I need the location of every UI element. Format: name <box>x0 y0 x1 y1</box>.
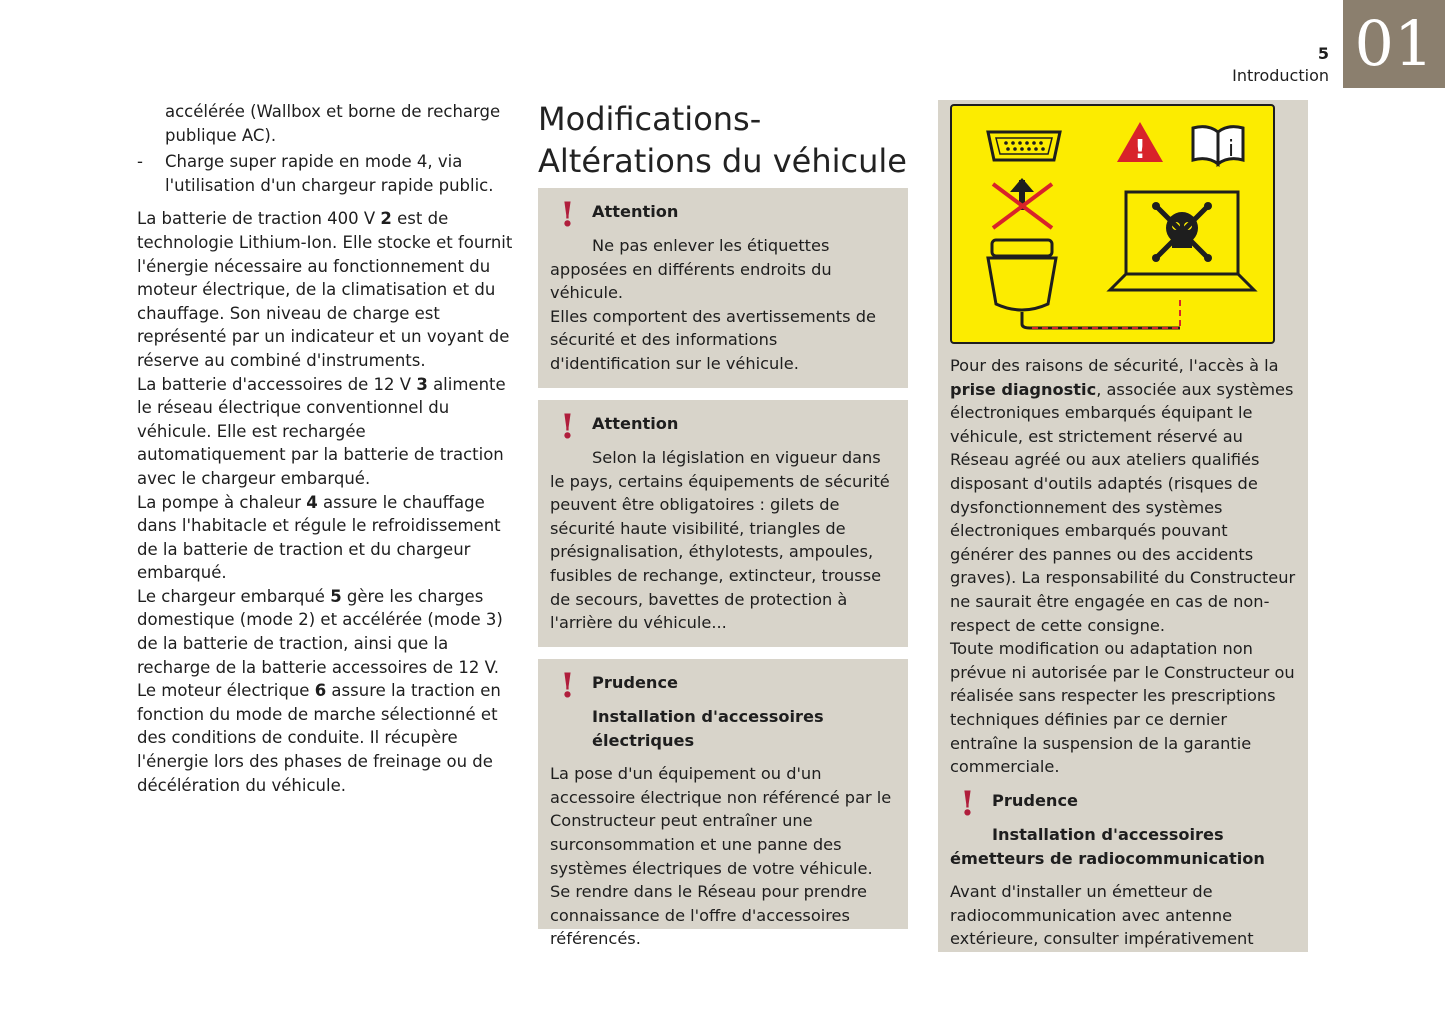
warning-text: Selon la législation en vigueur dans le pays, certains équipements de sécurité peuvent être obligatoires : gilets de sécurité haute visibilité, triangles de présignalisation, éthylotests, ampoules, fusibles de rechange, extincteur, trousse de secours, bavettes de protection à l'arrière du véhicule... <box>550 448 890 633</box>
caution-heading: Prudence <box>592 673 679 692</box>
caution-heading: Prudence <box>992 791 1079 810</box>
text: est de technologie Lithium-Ion. Elle stocke et fournit l'énergie nécessaire au fonctionnement du moteur électrique, de la climatisation et du chauffage. Son niveau de charge est représenté par un indicateur et un voyant de réserve au combiné d'instruments. <box>137 209 513 370</box>
paragraph-modification-warranty: Toute modification ou adaptation non prévue ni autorisée par le Constructeur ou réalisée sans respecter les prescriptions techniques définies par ce dernier entraîne la suspension de la garantie commerciale. <box>950 639 1295 777</box>
section-heading: Modifications-Altérations du véhicule <box>538 100 907 180</box>
warning-header <box>550 407 896 447</box>
paragraph-electric-motor <box>137 679 517 797</box>
text: La pompe à chaleur <box>137 492 307 512</box>
text: alimente le réseau électrique conventionnel du véhicule. Elle est rechargée automatiquement par la batterie de traction avec le chargeur embarqué. <box>137 374 506 488</box>
caution-subheading: Installation d'accessoires électriques <box>592 707 824 750</box>
callout-number: 4 <box>306 492 318 512</box>
list-item-text: Charge super rapide en mode 4, via l'utilisation d'un chargeur rapide public. <box>165 152 494 195</box>
warning-header <box>550 195 896 235</box>
column-left <box>137 100 517 797</box>
caution-header <box>550 666 896 706</box>
bold-term: prise diagnostic <box>950 379 1097 399</box>
paragraph-accessory-battery <box>137 373 517 491</box>
text: Pour des raisons de sécurité, l'accès à la <box>950 356 1279 375</box>
paragraph-traction-battery <box>137 207 517 372</box>
caution-text: La pose d'un équipement ou d'un accessoire électrique non référencé par le Constructeur peut entraîner une surconsommation et une panne des systèmes électriques de votre véhicule. <box>550 764 892 878</box>
warning-heading: Attention <box>592 202 679 221</box>
caution-subheading: Installation d'accessoires émetteurs de radiocommunication <box>950 825 1265 868</box>
page-number: 5 <box>1317 44 1329 63</box>
warning-text: Ne pas enlever les étiquettes apposées en différents endroits du véhicule. <box>550 236 832 303</box>
diagnostic-warning-label <box>950 104 1275 344</box>
warning-box-labels <box>538 188 908 388</box>
text: La batterie de traction 400 V <box>137 209 381 229</box>
caution-text: Se rendre dans le Réseau pour prendre connaissance de l'offre d'accessoires référencés. <box>550 882 867 949</box>
list-item <box>137 150 517 197</box>
text: assure le chauffage dans l'habitacle et régule le refroidissement de la batterie de traction et du chargeur embarqué. <box>137 492 501 583</box>
paragraph-heat-pump <box>137 491 517 585</box>
diagnostic-socket-notice <box>938 100 1308 344</box>
callout-number: 2 <box>380 209 392 229</box>
warning-mark-icon: ! <box>960 784 975 824</box>
text: Le moteur électrique <box>137 681 315 701</box>
list-dash: - <box>137 152 143 172</box>
warning-box-legislation <box>538 400 908 647</box>
text: , associée aux systèmes électroniques embarqués équipant le véhicule, est strictement réservé au Réseau agréé ou aux ateliers qualifiés disposant d'outils adaptés (risques de dysfonctionnement des systèmes électroniques embarqués pouvant générer des pannes ou des accidents graves). La responsabilité du Constructeur ne saurait être engagée en cas de non-respect de cette consigne. <box>950 379 1296 635</box>
callout-number: 3 <box>416 374 428 394</box>
warning-text: Elles comportent des avertissements de sécurité et des informations d'identification sur le véhicule. <box>550 306 876 373</box>
paragraph-onboard-charger <box>137 585 517 679</box>
paragraph-diagnostic-access <box>950 354 1296 637</box>
caution-text: Avant d'installer un émetteur de radiocommunication avec antenne extérieure, consulter impérativement <box>950 882 1254 949</box>
warning-mark-icon: ! <box>560 195 575 235</box>
text: gère les charges domestique (mode 2) et accélérée (mode 3) de la batterie de traction, ainsi que la recharge de la batterie accessoires de 12 V. <box>137 586 503 677</box>
triangle-glyph: ! <box>1134 135 1146 165</box>
text: La batterie d'accessoires de 12 V <box>137 374 417 394</box>
list-continuation: accélérée (Wallbox et borne de recharge publique AC). <box>165 102 501 145</box>
callout-number: 6 <box>314 681 327 701</box>
diagnostic-socket-text <box>938 344 1308 791</box>
warning-mark-icon: ! <box>560 407 575 447</box>
warning-mark-icon: ! <box>560 666 575 706</box>
warning-heading: Attention <box>592 414 679 433</box>
info-glyph: i <box>1227 137 1235 162</box>
section-title: Introduction <box>1232 66 1329 85</box>
caution-header <box>950 784 1296 824</box>
chapter-tab: 01 <box>1343 0 1445 88</box>
column-right <box>938 100 1308 791</box>
text: Le chargeur embarqué <box>137 586 331 606</box>
manual-info-icon <box>1193 127 1243 164</box>
text: assure la traction en fonction du mode de marche sélectionné et des conditions de conduite. Il récupère l'énergie lors des phases de freinage ou de décélération du véhicule. <box>137 681 501 795</box>
callout-number: 5 <box>330 586 342 606</box>
caution-box-electrical-accessories <box>538 659 908 949</box>
caution-box-radio-transmitters <box>938 777 1308 952</box>
